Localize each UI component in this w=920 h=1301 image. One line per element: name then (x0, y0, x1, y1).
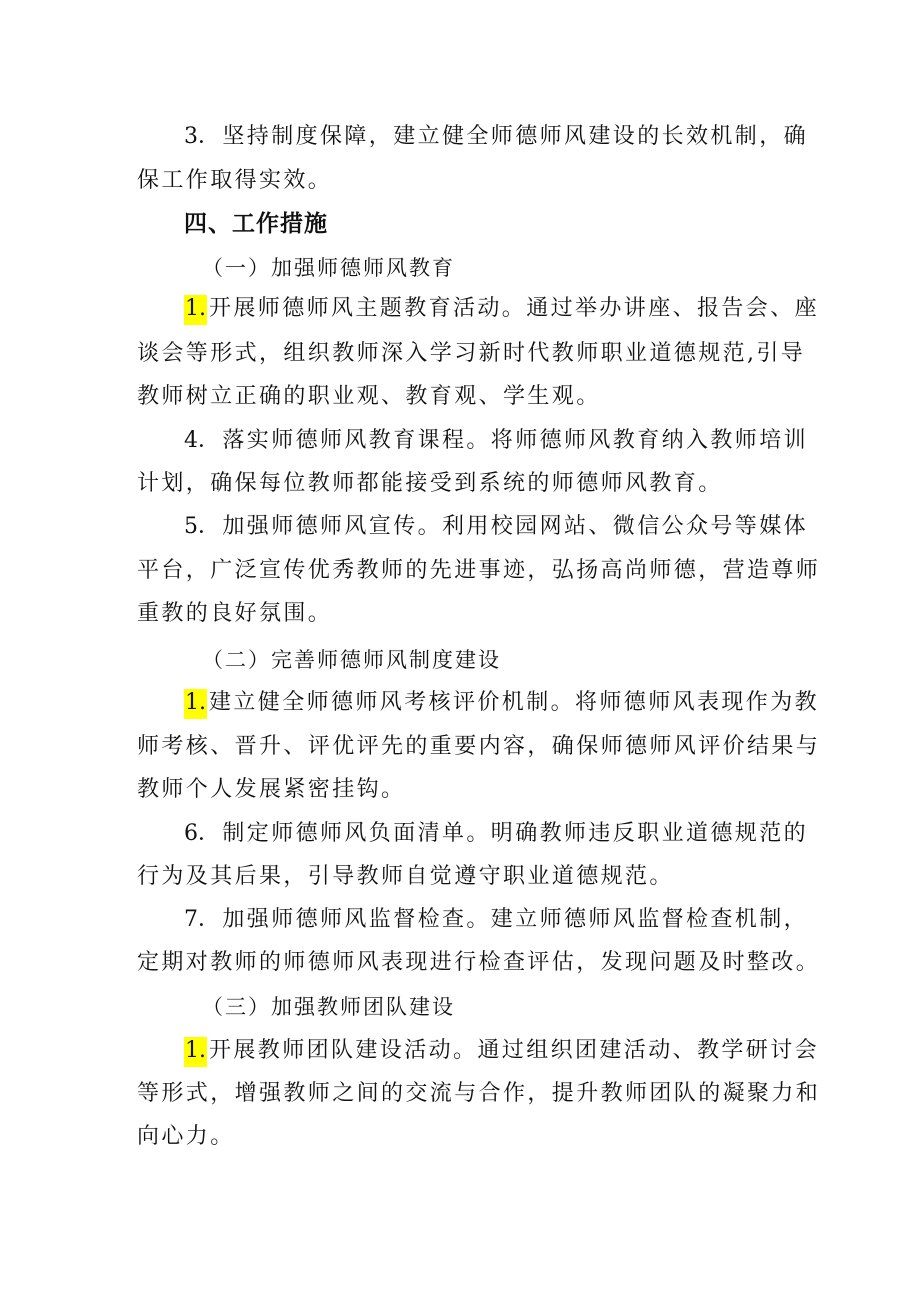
sub1-item5-line-1 (184, 512, 808, 542)
paragraph-3-line-2: 保工作取得实效。 (137, 168, 333, 193)
subsection-title-3: （三）加强教师团队建设 (202, 995, 455, 1019)
sub2-item1-line-2: 师考核、晋升、评优评先的重要内容，确保师德师风评价结果与 (137, 734, 821, 759)
sub2-item6-line-2: 行为及其后果，引导教师自觉遵守职业道德规范。 (137, 864, 674, 889)
sub1-item5-line-2: 平台，广泛宣传优秀教师的先进事迹，弘扬高尚师德，营造尊师 (137, 558, 821, 583)
paragraph-3-text-1: ．坚持制度保障，建立健全师德师风建设的长效机制，确 (198, 124, 809, 149)
highlighted-item-marker: 1. (184, 295, 207, 325)
sub3-item1-line-2: 等形式，增强教师之间的交流与合作，提升教师团队的凝聚力和 (137, 1081, 821, 1106)
sub2-item1-line-1 (184, 688, 819, 718)
sub2-item6-text-1: ．制定师德师风负面清单。明确教师违反职业道德规范的 (198, 821, 809, 846)
sub1-item4-text-1: ．落实师德师风教育课程。将师德师风教育纳入教师培训 (198, 428, 809, 453)
sub2-item6-number: 6 (184, 821, 198, 846)
sub2-item7-line-1 (184, 905, 808, 935)
sub1-item5-text-1: ．加强师德师风宣传。利用校园网站、微信公众号等媒体 (198, 514, 809, 539)
sub1-item1-line-2: 谈会等形式，组织教师深入学习新时代教师职业道德规范,引导 (137, 341, 806, 366)
sub2-item1-line-3: 教师个人发展紧密挂钩。 (137, 777, 406, 802)
section-heading-measures: 四、工作措施 (184, 211, 328, 237)
sub1-item5-number: 5 (184, 514, 198, 539)
paragraph-3-number: 3 (184, 124, 198, 149)
sub3-item1-line-3: 向心力。 (137, 1124, 235, 1149)
sub2-item7-line-2: 定期对教师的师德师风表现进行检查评估，发现问题及时整改。 (137, 950, 821, 975)
sub2-item7-text-1: ．加强师德师风监督检查。建立师德师风监督检查机制， (198, 907, 809, 932)
sub1-item5-line-3: 重教的良好氛围。 (137, 601, 333, 626)
highlighted-item-marker: 1. (184, 1037, 207, 1067)
sub1-item4-line-2: 计划，确保每位教师都能接受到系统的师德师风教育。 (137, 471, 723, 496)
sub2-item7-number: 7 (184, 907, 198, 932)
sub3-item1-line-1 (184, 1036, 819, 1066)
subsection-title-1: （一）加强师德师风教育 (202, 256, 455, 280)
sub1-item1-text-1: 开展师德师风主题教育活动。通过举办讲座、报告会、座 (209, 296, 820, 321)
paragraph-3-line-1 (184, 122, 808, 152)
highlighted-item-marker: 1. (184, 689, 207, 719)
sub1-item1-line-3: 教师树立正确的职业观、教育观、学生观。 (137, 384, 601, 409)
sub2-item6-line-1 (184, 819, 808, 849)
sub1-item4-line-1 (184, 426, 808, 456)
sub1-item4-number: 4 (184, 428, 198, 453)
sub1-item1-line-1 (184, 294, 819, 324)
sub2-item1-text-1: 建立健全师德师风考核评价机制。将师德师风表现作为教 (209, 690, 820, 715)
subsection-title-2: （二）完善师德师风制度建设 (202, 648, 501, 672)
sub3-item1-text-1: 开展教师团队建设活动。通过组织团建活动、教学研讨会 (209, 1038, 820, 1063)
